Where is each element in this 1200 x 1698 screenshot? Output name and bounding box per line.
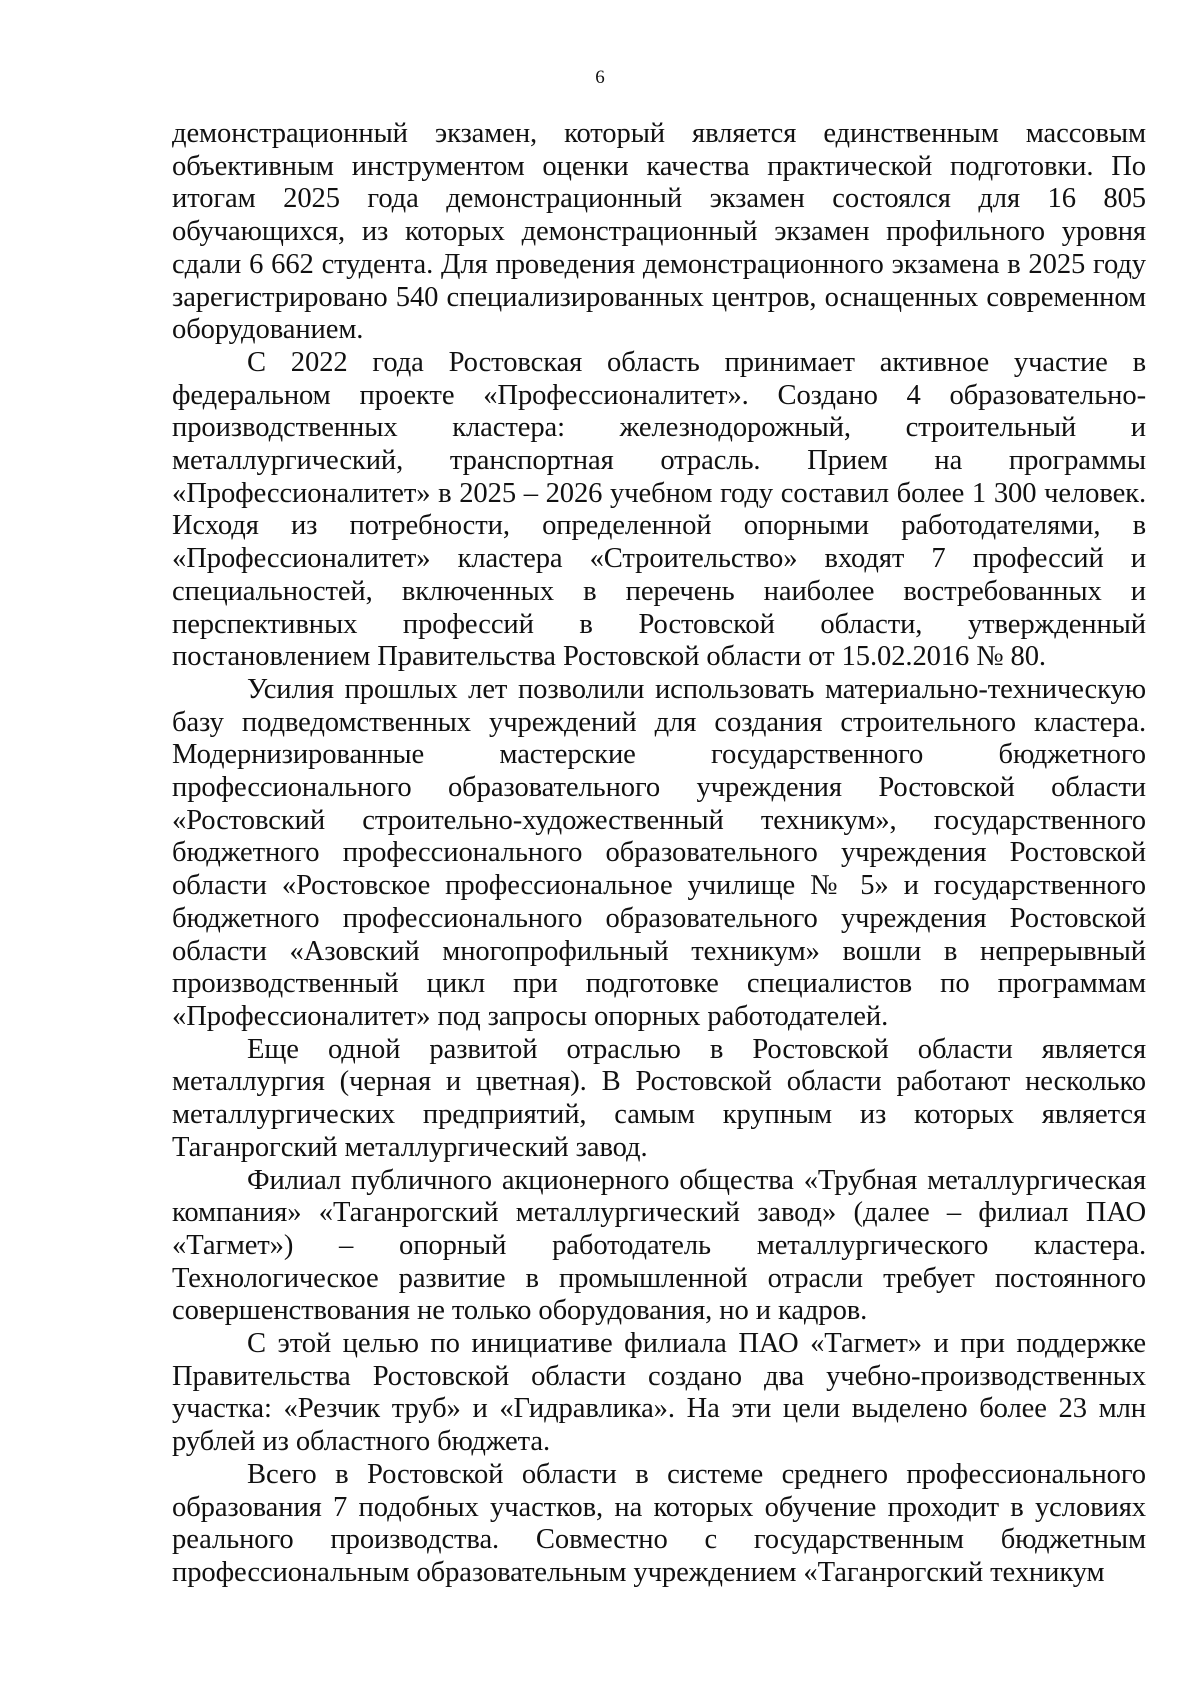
paragraph-3: Усилия прошлых лет позволили использовать материально-техническую базу подведомственных учреждений для создания строительного кластера. Модернизированные мастерские государственного бюджетного профессионального образовательного учреждения Ростовской области «Ростовский строительно-художественный техникум», государственного бюджетного профессионального образовательного учреждения Ростовской области «Ростовское профессиональное училище № 5» и государственного бюджетного профессионального образовательного учреждения Ростовской области «Азовский многопрофильный техникум» вошли в непрерывный производственный цикл при подготовке специалистов по программам «Профессионалитет» под запросы опорных работодателей. [172, 673, 1146, 1032]
paragraph-2: С 2022 года Ростовская область принимает активное участие в федеральном проекте «Профессионалитет». Создано 4 образовательно-производственных кластера: железнодорожный, строительный и металлургический, транспортная отрасль. Прием на программы «Профессионалитет» в 2025 – 2026 учебном году составил более 1 300 человек. Исходя из потребности, определенной опорными работодателями, в «Профессионалитет» кластера «Строительство» входят 7 профессий и специальностей, включенных в перечень наиболее востребованных и перспективных профессий в Ростовской области, утвержденный постановлением Правительства Ростовской области от 15.02.2016 № 80. [172, 346, 1146, 673]
paragraph-5: Филиал публичного акционерного общества «Трубная металлургическая компания» «Таганрогский металлургический завод» (далее – филиал ПАО «Тагмет») – опорный работодатель металлургического кластера. Технологическое развитие в промышленной отрасли требует постоянного совершенствования не только оборудования, но и кадров. [172, 1164, 1146, 1327]
paragraph-6: С этой целью по инициативе филиала ПАО «Тагмет» и при поддержке Правительства Ростовской области создано два учебно-производственных участка: «Резчик труб» и «Гидравлика». На эти цели выделено более 23 млн рублей из областного бюджета. [172, 1328, 1146, 1458]
paragraph-7: Всего в Ростовской области в системе среднего профессионального образования 7 подобных участков, на которых обучение проходит в условиях реального производства. Совместно с государственным бюджетным профессиональным образовательным учреждением «Таганрогский техникум [172, 1458, 1146, 1588]
page-number: 6 [595, 67, 605, 88]
paragraph-1: демонстрационный экзамен, который является единственным массовым объективным инструментом оценки качества практической подготовки. По итогам 2025 года демонстрационный экзамен состоялся для 16 805 обучающихся, из которых демонстрационный экзамен профильного уровня сдали 6 662 студента. Для проведения демонстрационного экзамена в 2025 году зарегистрировано 540 специализированных центров, оснащенных современном оборудованием. [172, 118, 1146, 346]
document-body [172, 118, 1146, 1590]
paragraph-4: Еще одной развитой отраслью в Ростовской области является металлургия (черная и цветная). В Ростовской области работают несколько металлургических предприятий, самым крупным из которых является Таганрогский металлургический завод. [172, 1033, 1146, 1163]
